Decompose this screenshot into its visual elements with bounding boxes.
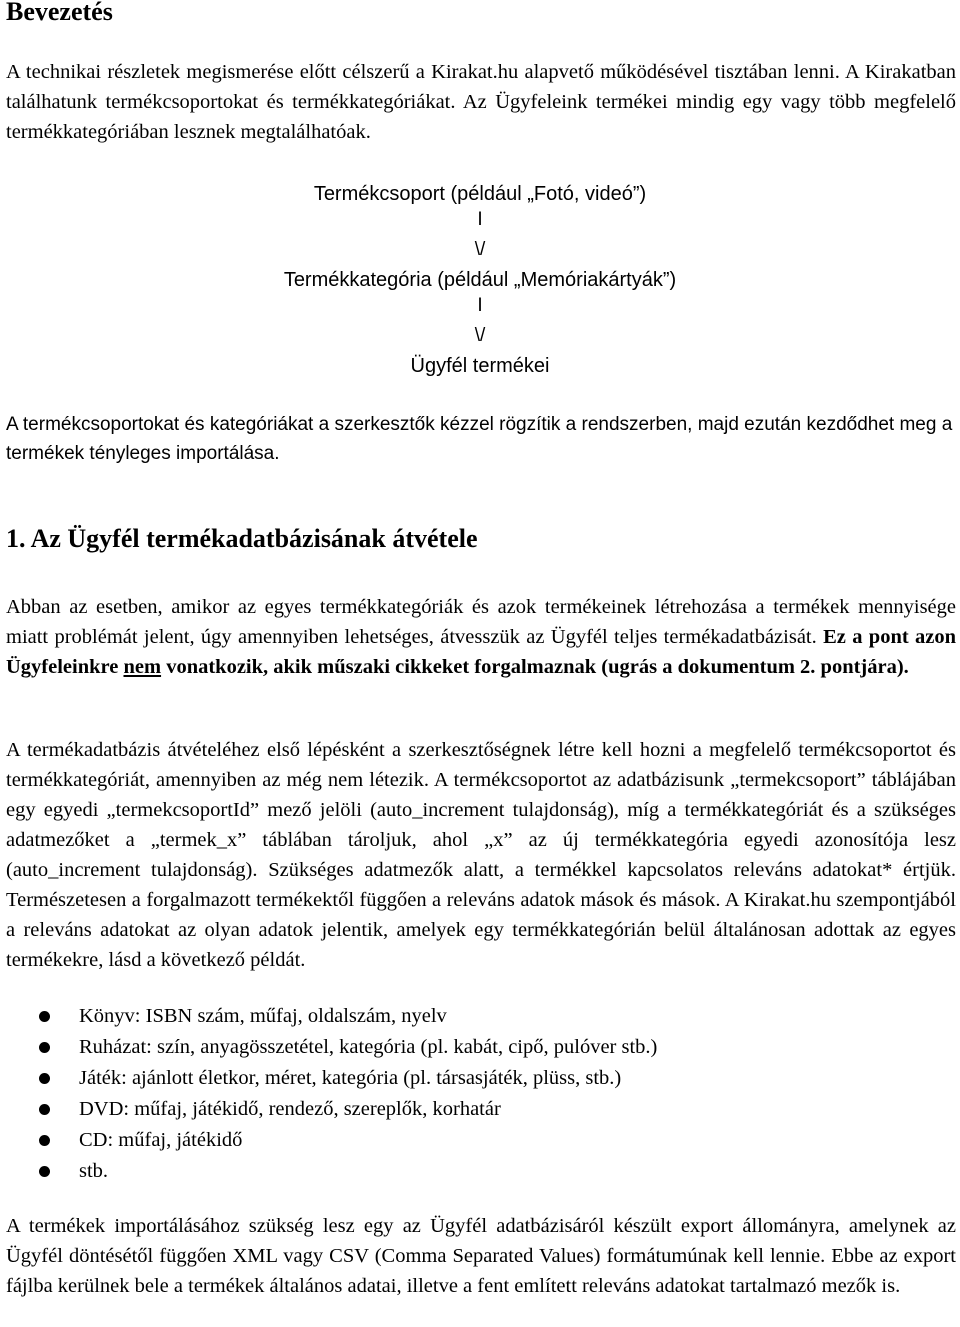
- list-item-text: DVD: műfaj, játékidő, rendező, szereplők, korhatár: [79, 1098, 501, 1120]
- list-item-text: stb.: [79, 1160, 109, 1182]
- intro-heading: Bevezetés: [6, 0, 113, 26]
- bullet-icon: [39, 1011, 50, 1022]
- list-item: [0, 1094, 950, 1125]
- bullet-icon: [39, 1073, 50, 1084]
- intro-paragraph: A technikai részletek megismerése előtt célszerű a Kirakat.hu alapvető működésével tisztában lenni. A Kirakatban találhatunk termékcsoportokat és termékkategóriákat. Az Ügyfeleink termékei mindig egy vagy több megfelelő termékkategóriában lesznek megtalálhatóak.: [6, 61, 956, 143]
- hierarchy-connector-arrow: \/: [474, 325, 486, 346]
- list-item-text: Játék: ajánlott életkor, méret, kategória (pl. társasjáték, plüss, stb.): [79, 1067, 622, 1089]
- list-item: [0, 1001, 950, 1032]
- list-item: [0, 1125, 950, 1156]
- list-item-text: Ruházat: szín, anyagösszetétel, kategória (pl. kabát, cipő, pulóver stb.): [79, 1036, 658, 1058]
- intro-note-paragraph: A termékcsoportokat és kategóriákat a szerkesztők kézzel rögzítik a rendszerben, majd ezután kezdődhet meg a termékek tényleges importálása.: [6, 414, 953, 464]
- list-item: [0, 1032, 950, 1063]
- hierarchy-level-1: Termékcsoport (például „Fotó, videó”): [313, 183, 647, 205]
- section-1-paragraph-1: [6, 592, 956, 682]
- list-item: [0, 1063, 950, 1094]
- notice-emphasis: nem: [123, 656, 162, 678]
- bullet-icon: [39, 1042, 50, 1053]
- hierarchy-level-3: Ügyfél termékei: [410, 355, 550, 377]
- bullet-icon: [39, 1104, 50, 1115]
- section-1-paragraph-1-text: Abban az esetben, amikor az egyes termékkategóriák és azok termékeinek létrehozása a termékek mennyisége miatt problémát jelent, úgy amennyiben lehetséges, átvesszük az Ügyfél teljes termékadatbázisát.: [6, 596, 956, 648]
- section-1-paragraph-2: A termékadatbázis átvételéhez első lépésként a szerkesztőségnek létre kell hozni a megfelelő termékcsoportot és termékkategóriát, amennyiben az még nem létezik. A termékcsoportot az adatbázisunk „termekcsoport” táblájában egy egyedi „termekcsoportId” mező jelöli (auto_increment tulajdonság), míg a termékkategóriát és a szükséges adatmezőket a „termek_x” táblában tároljuk, ahol „x” az új termékkategória egyedi azonosítója lesz (auto_increment tulajdonság). Szükséges adatmezők alatt, a termékkel kapcsolatos releváns adatokat* értjük. Természetesen a forgalmazott termékektől függően a releváns adatok mások és mások. A Kirakat.hu szempontjából a releváns adatokat az olyan adatok jelentik, amelyek egy termékkategórián belül általánosan adottak az egyes termékekre, lásd a következő példát.: [6, 739, 956, 971]
- list-item: [0, 1156, 950, 1187]
- list-item-text: CD: műfaj, játékidő: [79, 1129, 243, 1151]
- hierarchy-connector-bar: I: [477, 209, 483, 230]
- hierarchy-connector-bar: I: [477, 295, 483, 316]
- bullet-icon: [39, 1166, 50, 1177]
- section-1-paragraph-3: A termékek importálásához szükség lesz egy az Ügyfél adatbázisáról készült export állományra, amelynek az Ügyfél döntésétől függően XML vagy CSV (Comma Separated Values) formátumúnak kell lennie. Ebbe az export fájlba kerülnek bele a termékek általános adatai, illetve a fent említett releváns adatokat tartalmazó mezők is.: [6, 1215, 956, 1297]
- notice-text-b: vonatkozik, akik műszaki cikkeket forgalmaznak (ugrás a dokumentum 2. pontjára).: [166, 656, 909, 678]
- list-item-text: Könyv: ISBN szám, műfaj, oldalszám, nyelv: [79, 1005, 447, 1027]
- hierarchy-level-2: Termékkategória (például „Memóriakártyák”): [283, 269, 677, 291]
- notice-text-a: Ez a pont azon Ügyfeleinkre: [6, 626, 957, 678]
- hierarchy-connector-arrow: \/: [474, 239, 486, 260]
- bullet-icon: [39, 1135, 50, 1146]
- examples-list: [0, 1001, 950, 1187]
- section-1-heading: 1. Az Ügyfél termékadatbázisának átvétele: [6, 524, 478, 553]
